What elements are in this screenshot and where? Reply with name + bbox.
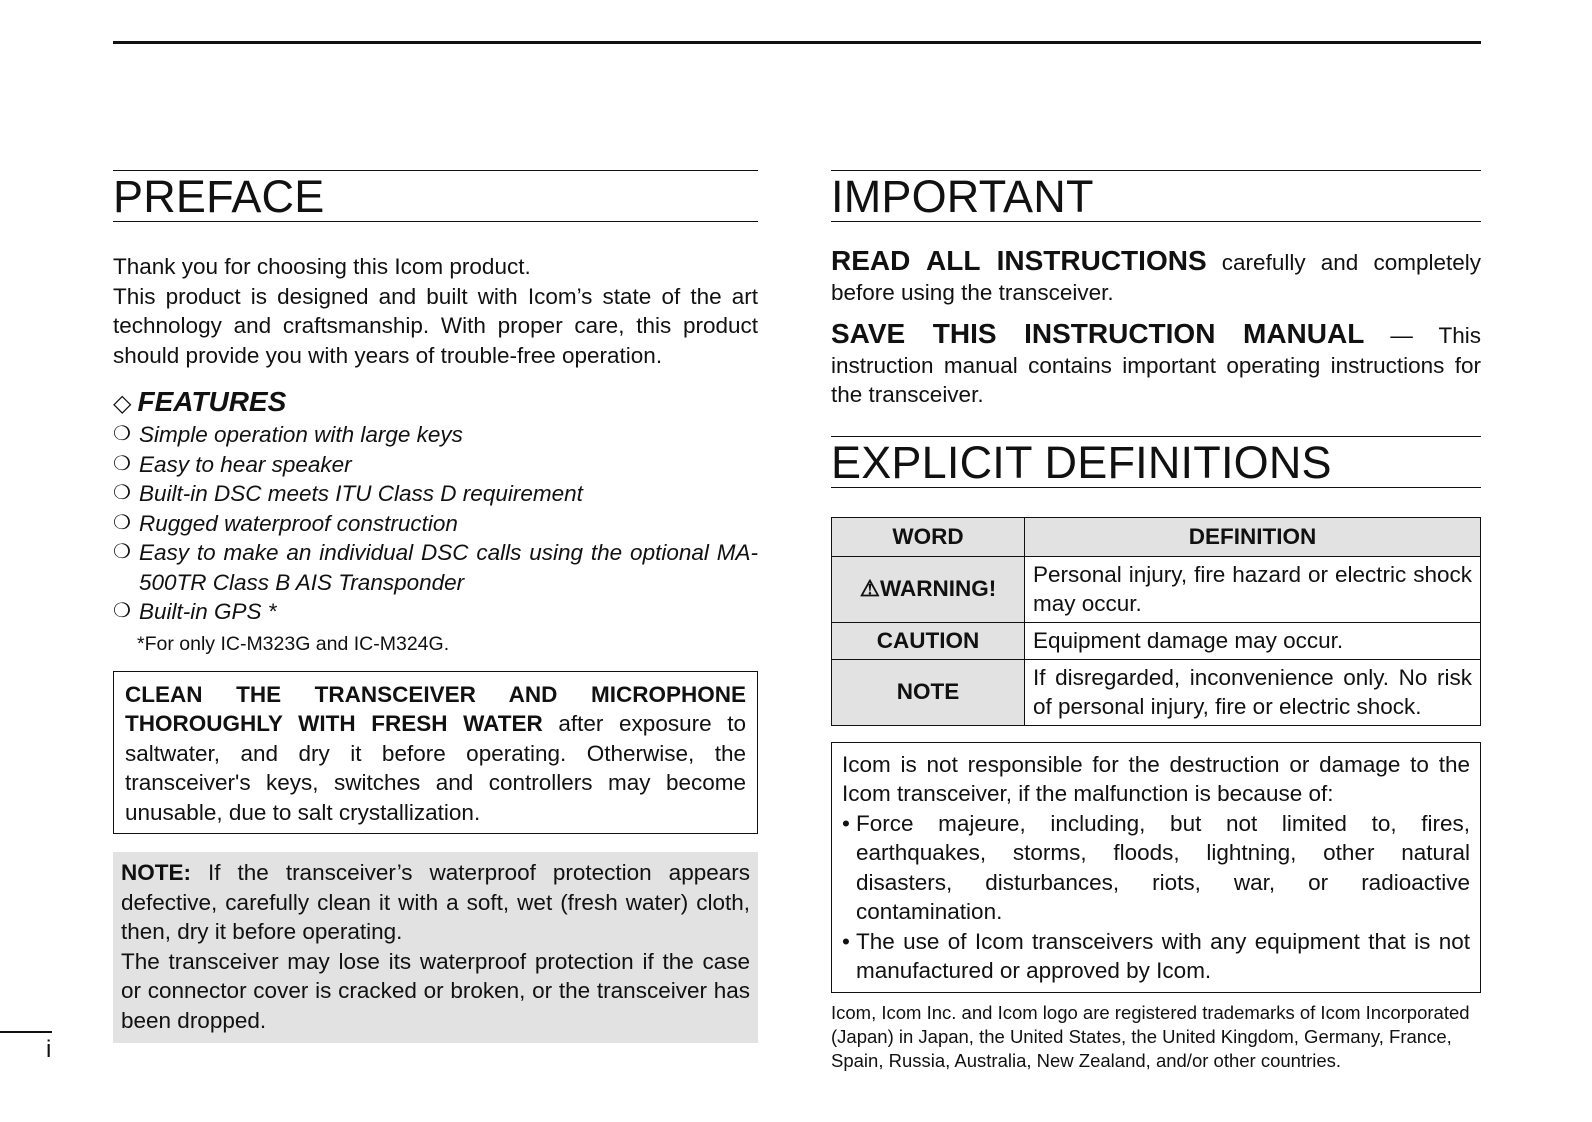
clean-warning-text: CLEAN THE TRANSCEIVER AND MICROPHONE THOROUGHLY WITH FRESH WATER after exposure to saltwater, and dry it before operating. Otherwise, the transceiver's keys, switches and controllers may become unusable, due to salt crystallization. — [125, 681, 746, 825]
list-item: ❍ Built-in DSC meets ITU Class D requirement — [113, 479, 758, 509]
clean-warning-box — [113, 671, 758, 835]
definitions-table — [831, 517, 1481, 726]
note-definition: If disregarded, inconvenience only. No risk of personal injury, fire or electric shock. — [1025, 659, 1481, 725]
table-row — [832, 659, 1481, 725]
circle-bullet-icon: ❍ — [113, 600, 131, 622]
diamond-icon: ◇ — [113, 390, 132, 417]
preface-intro-1: Thank you for choosing this Icom product. — [113, 254, 531, 279]
table-row — [832, 622, 1481, 659]
circle-bullet-icon: ❍ — [113, 423, 131, 445]
circle-bullet-icon: ❍ — [113, 541, 131, 563]
preface-title: PREFACE — [113, 170, 758, 222]
disclaimer-intro: Icom is not responsible for the destruction or damage to the Icom transceiver, if the malfunction is because of: — [842, 751, 1470, 806]
warning-definition: Personal injury, fire hazard or electric shock may occur. — [1025, 556, 1481, 622]
circle-bullet-icon: ❍ — [113, 452, 131, 475]
circle-bullet-icon: ❍ — [113, 482, 131, 504]
important-title: IMPORTANT — [831, 170, 1481, 222]
features-list — [113, 420, 758, 627]
page-number: i — [46, 1036, 52, 1063]
trademark-notice: Icom, Icom Inc. and Icom logo are registered trademarks of Icom Incorporated (Japan) in Japan, the United States, the United Kingdom, Germany, France, Spain, Russia, Australia, New Zealand, and/or other countries. — [831, 1001, 1470, 1071]
table-row — [832, 556, 1481, 622]
list-item: • The use of Icom transceivers with any equipment that is not manufactured or approved by Icom. — [842, 927, 1470, 986]
warning-word: ⚠WARNING! — [832, 556, 1025, 622]
definitions-title: EXPLICIT DEFINITIONS — [831, 436, 1481, 488]
caution-word: CAUTION — [832, 622, 1025, 659]
bullet-icon: • — [842, 928, 850, 954]
features-footnote: *For only IC-M323G and IC-M324G. — [137, 632, 450, 655]
list-item: • Force majeure, including, but not limited to, fires, earthquakes, storms, floods, lightning, other natural disasters, disturbances, riots, war, or radioactive contamination. — [842, 809, 1470, 927]
list-item: ❍ Easy to hear speaker — [113, 450, 758, 480]
word-column-header: WORD — [832, 517, 1025, 556]
list-item: ❍ Easy to make an individual DSC calls using the optional MA-500TR Class B AIS Transponder — [113, 540, 758, 595]
page-number-rule — [0, 1031, 52, 1033]
preface-intro-2: This product is designed and built with Icom’s state of the art technology and craftsmanship. With proper care, this product should provide you with years of trouble-free operation. — [113, 283, 758, 368]
list-item: ❍ Built-in GPS * — [113, 597, 758, 627]
important-column — [831, 170, 1481, 1073]
note-word: NOTE — [832, 659, 1025, 725]
list-item: ❍ Rugged waterproof construction — [113, 509, 758, 539]
features-heading-label: FEATURES — [137, 386, 287, 417]
save-manual: SAVE THIS INSTRUCTION MANUAL — This instruction manual contains important operating instructions for the transceiver. — [831, 318, 1482, 407]
note-box — [113, 852, 758, 1043]
definition-column-header: DEFINITION — [1025, 517, 1481, 556]
caution-definition: Equipment damage may occur. — [1025, 622, 1481, 659]
read-instructions: READ ALL INSTRUCTIONS carefully and completely before using the transceiver. — [831, 245, 1482, 305]
circle-bullet-icon: ❍ — [113, 511, 131, 534]
disclaimer-box — [831, 742, 1481, 993]
note-text-1: NOTE: If the transceiver’s waterproof protection appears defective, carefully clean it with a soft, wet (fresh water) cloth, then, dry it before operating. — [121, 860, 750, 944]
preface-column — [113, 170, 758, 1043]
table-header-row — [832, 517, 1481, 556]
features-heading — [113, 386, 758, 420]
header-rule — [113, 41, 1481, 44]
list-item: ❍ Simple operation with large keys — [113, 420, 758, 450]
bullet-icon: • — [842, 810, 850, 836]
note-text-2: The transceiver may lose its waterproof protection if the case or connector cover is cracked or broken, or the transceiver has been dropped. — [121, 948, 750, 1033]
